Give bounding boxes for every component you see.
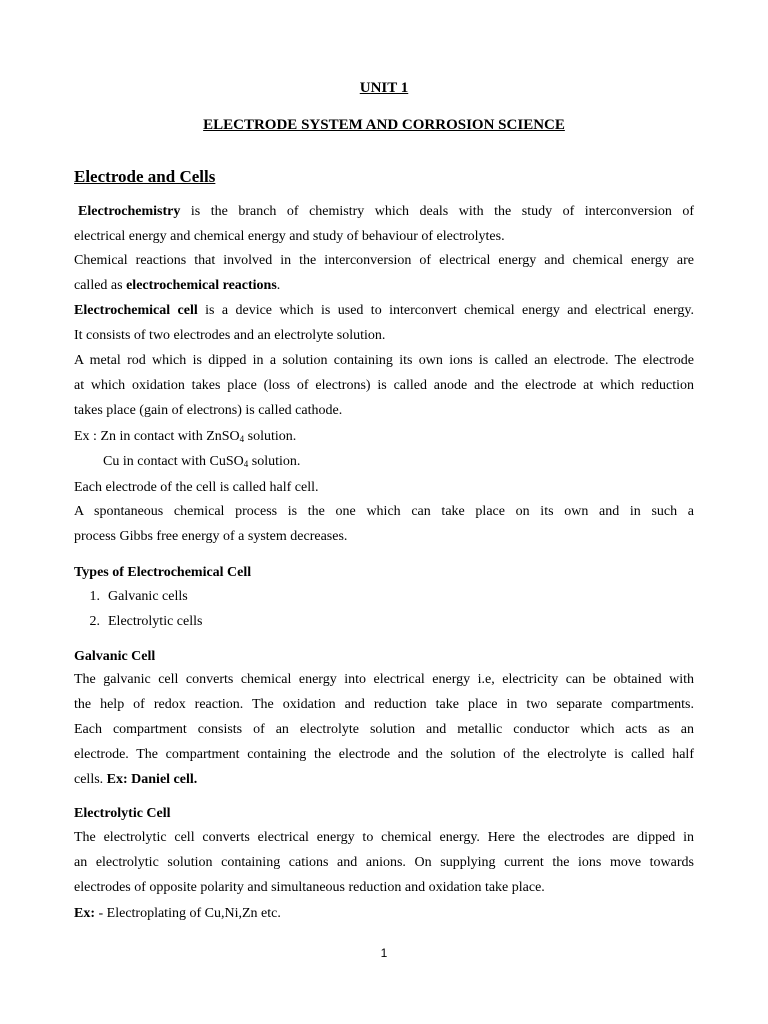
text-span: Cu in contact with CuSO xyxy=(103,454,244,469)
list-text: Galvanic cells xyxy=(108,589,188,604)
unit-title: UNIT 1 xyxy=(359,80,409,96)
paragraph-line xyxy=(74,771,694,789)
paragraph-line: an electrolytic solution containing cations and anions. On supplying current the ions move towards xyxy=(74,855,694,870)
page-number: 1 xyxy=(380,946,388,960)
list-item xyxy=(74,613,694,631)
example-line xyxy=(103,453,723,473)
paragraph-line: electrodes of opposite polarity and simultaneous reduction and oxidation take place. xyxy=(74,880,545,895)
galvanic-heading: Galvanic Cell xyxy=(74,649,156,664)
list-text: Electrolytic cells xyxy=(108,614,203,629)
text-span: cells. xyxy=(74,772,107,787)
electrolytic-heading: Electrolytic Cell xyxy=(74,806,171,821)
text-span: solution. xyxy=(248,454,301,469)
list-item xyxy=(74,588,694,606)
paragraph-line: Each electrode of the cell is called half cell. xyxy=(74,480,319,495)
paragraph-line: Chemical reactions that involved in the interconversion of electrical energy and chemical energy are xyxy=(74,253,694,268)
paragraph-line xyxy=(74,277,694,295)
example-label: Ex: xyxy=(74,906,95,921)
paragraph-line: The galvanic cell converts chemical energy into electrical energy i.e, electricity can be obtained with xyxy=(74,672,694,687)
subscript: 4 xyxy=(239,434,245,444)
text-span: is a device which is used to interconvert chemical energy and electrical energy. xyxy=(197,303,694,318)
text-span: solution. xyxy=(244,429,297,444)
text-span: Ex : Zn in contact with ZnSO xyxy=(74,429,240,444)
paragraph-line: A metal rod which is dipped in a solution containing its own ions is called an electrode. The electrode xyxy=(74,353,694,368)
paragraph-line: Each compartment consists of an electrolyte solution and metallic conductor which acts as an xyxy=(74,722,694,737)
paragraph-line: It consists of two electrodes and an electrolyte solution. xyxy=(74,328,386,343)
term-electrochemical-cell: Electrochemical cell xyxy=(74,303,198,318)
paragraph-line: process Gibbs free energy of a system decreases. xyxy=(74,529,348,544)
list-number: 1. xyxy=(89,589,100,604)
text-span: - Electroplating of Cu,Ni,Zn etc. xyxy=(95,906,281,921)
term-electrochemical-reactions: electrochemical reactions xyxy=(126,278,277,293)
paragraph-line: the help of redox reaction. The oxidation and reduction take place in two separate compartments. xyxy=(74,697,694,712)
paragraph-line: takes place (gain of electrons) is called cathode. xyxy=(74,403,343,418)
example-daniel-cell: Ex: Daniel cell. xyxy=(106,772,198,787)
paragraph-line: at which oxidation takes place (loss of electrons) is called anode and the electrode at which reduction xyxy=(74,378,694,393)
paragraph-line xyxy=(74,302,694,320)
paragraph-line: The electrolytic cell converts electrical energy to chemical energy. Here the electrodes are dipped in xyxy=(74,830,694,845)
paragraph-line xyxy=(74,203,694,221)
section-title: Electrode and Cells xyxy=(74,167,216,186)
list-number: 2. xyxy=(89,614,100,629)
paragraph-line: A spontaneous chemical process is the one which can take place on its own and in such a xyxy=(74,504,694,519)
paragraph-line: electrical energy and chemical energy and study of behaviour of electrolytes. xyxy=(74,229,505,244)
paragraph-line xyxy=(74,905,694,923)
types-heading: Types of Electrochemical Cell xyxy=(74,565,252,580)
paragraph-line: electrode. The compartment containing the electrode and the solution of the electrolyte is called half xyxy=(74,747,694,762)
example-line xyxy=(74,428,694,448)
text-span: called as xyxy=(74,278,127,293)
term-electrochemistry: Electrochemistry xyxy=(78,204,181,219)
chapter-title: ELECTRODE SYSTEM AND CORROSION SCIENCE xyxy=(203,117,565,133)
subscript: 4 xyxy=(243,459,249,469)
text-span: . xyxy=(276,278,281,293)
text-span: is the branch of chemistry which deals with the study of interconversion of xyxy=(180,204,694,219)
